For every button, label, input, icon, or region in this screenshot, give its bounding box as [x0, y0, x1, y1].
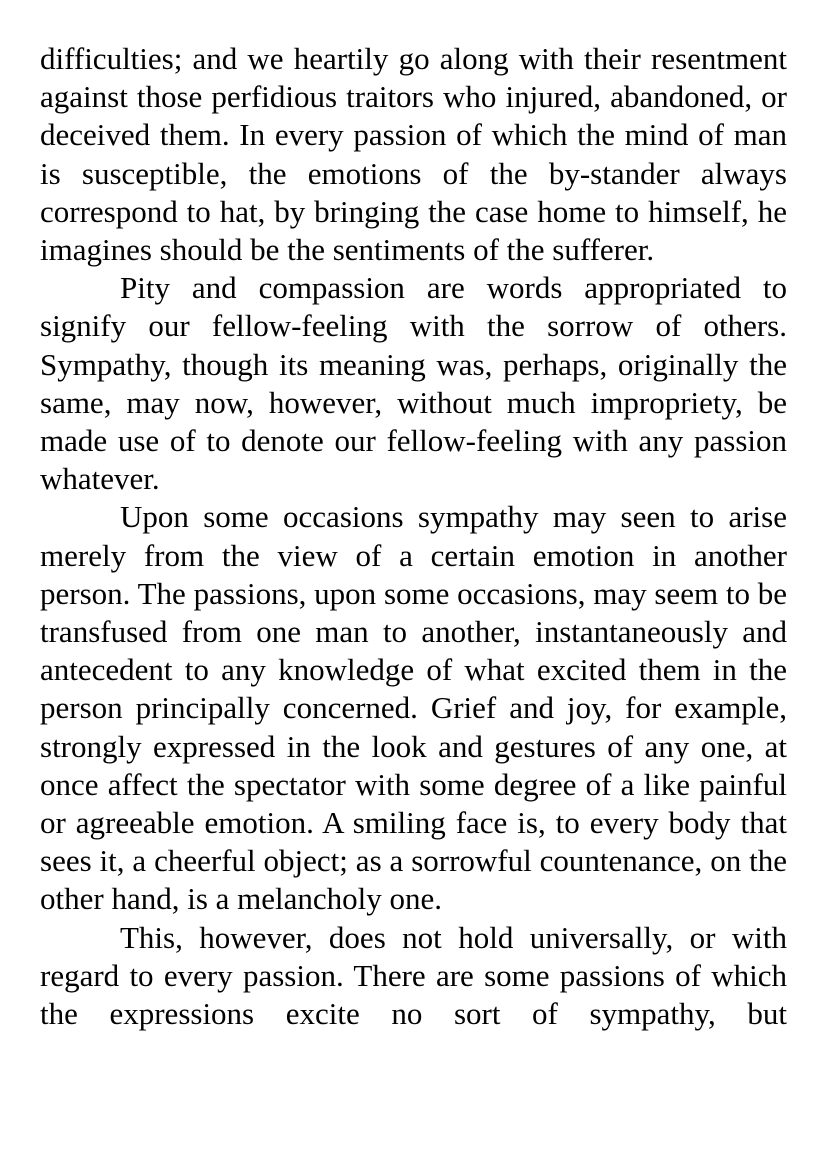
paragraph-3: Upon some occasions sympathy may seen to arise merely from the view of a certain emotion in another person. The passions, upon some occasions, may seem to be transfused from one man to another, instantaneously and antecedent to any knowledge of what excited them in the person principally concerned. Grief and joy, for example, strongly expressed in the look and gestures of any one, at once affect the spectator with some degree of a like painful or agreeable emotion. A smiling face is, to every body that sees it, a cheerful object; as a sorrowful countenance, on the other hand, is a melancholy one. — [40, 499, 787, 917]
document-page — [40, 40, 787, 1033]
paragraph-1: difficulties; and we heartily go along with their resentment against those perfidious traitors who injured, abandoned, or deceived them. In every passion of which the mind of man is susceptible, the emotions of the by-stander always correspond to hat, by bringing the case home to himself, he imagines should be the sentiments of the sufferer. — [40, 41, 787, 268]
paragraph-2: Pity and compassion are words appropriated to signify our fellow-feeling with the sorrow of others. Sympathy, though its meaning was, perhaps, originally the same, may now, however, without much impropriety, be made use of to denote our fellow-feeling with any passion whatever. — [40, 270, 787, 497]
paragraph-4: This, however, does not hold universally, or with regard to every passion. There are some passions of which the expressions excite no sort of sympathy, but — [40, 919, 787, 1032]
